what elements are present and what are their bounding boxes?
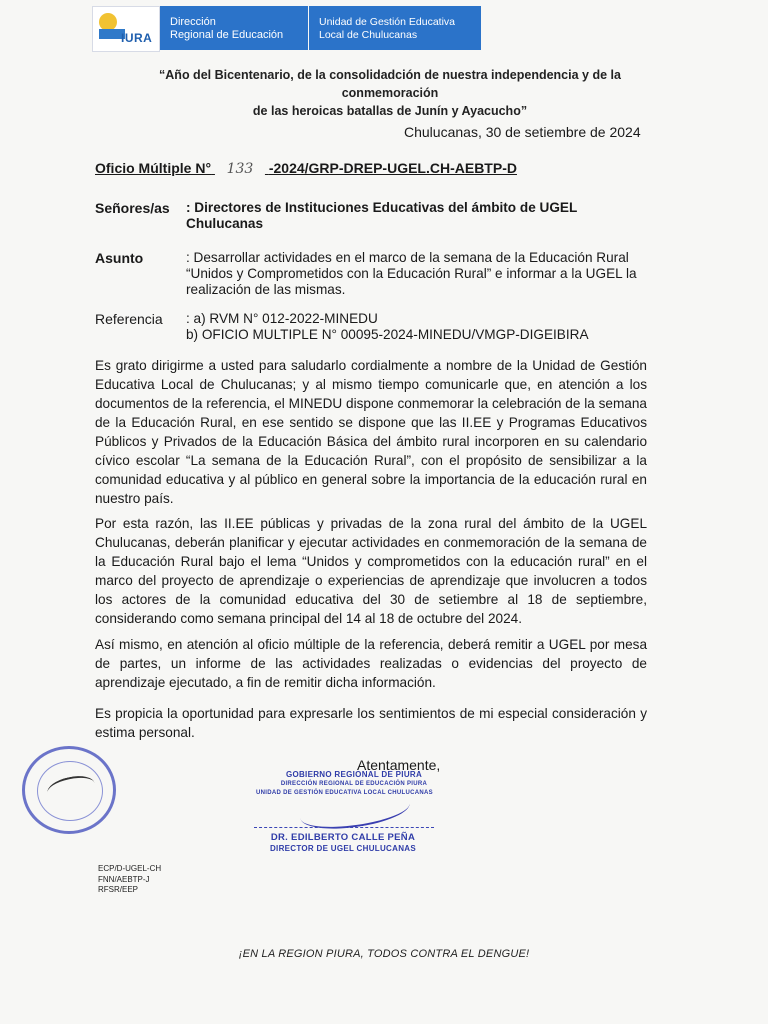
referencia-value [186,311,656,343]
year-motto [120,66,660,120]
oficio-prefix: Oficio Múltiple N° [95,160,212,176]
logo-text: IURA [121,31,153,45]
oficio-number: 133 [226,161,254,177]
stamp-line1: GOBIERNO REGIONAL DE PIURA [285,770,423,779]
stamp-line2: DIRECCIÓN REGIONAL DE EDUCACIÓN PIURA [280,781,428,787]
referencia-label: Referencia [95,311,163,327]
motto-line1: “Año del Bicentenario, de la consolidadción de nuestra independencia y de la conmemoración [159,68,621,100]
signature-line [254,827,434,828]
ref-initials-2: FNN/AEBTP-J [98,874,150,884]
header-direccion [160,6,308,50]
footer-slogan: ¡EN LA REGION PIURA, TODOS CONTRA EL DENGUE! [238,948,530,960]
stamp-line3: UNIDAD DE GESTIÓN EDUCATIVA LOCAL CHULUCANAS [256,790,433,796]
body-paragraph-1: Es grato dirigirme a usted para saludarlo cordialmente a nombre de la Unidad de Gestión Educativa Local de Chulucanas; y al mismo tiempo comunicarle que, en atención a los documentos de la referencia, el MINEDU dispone conmemorar la celebración de la semana de la Educación Rural, en ese sentido se dispone que las II.EE y Programas Educativos Públicos y Privados de la Educación Básica del ámbito rural incorporen en su calendario cívico escolar “La semana de la Educación Rural”, con el propósito de sensibilizar a la comunidad educativa y al público en general sobre la importancia de la educación rural en nuestro país. [95,358,647,506]
ref-initials-3: RFSR/EEP [98,885,139,894]
body-paragraph-3: Así mismo, en atención al oficio múltiple de la referencia, deberá remitir a UGEL por mesa de partes, un informe de las actividades realizadas o evidencias del proyecto de aprendizaje ejecutado, a fin de remitir dicha información. [95,637,647,690]
motto-line2: de las heroicas batallas de Junín y Ayacucho” [252,104,528,118]
ref-initials-1: ECP/D-UGEL-CH [98,864,162,873]
body-paragraph-4: Es propicia la oportunidad para expresarle los sentimientos de mi especial consideración y estima personal. [95,706,647,740]
asunto-value: : Desarrollar actividades en el marco de la semana de la Educación Rural “Unidos y Comprometidos con la Educación Rural” e informar a la UGEL la realización de las mismas. [186,250,637,297]
asunto-label: Asunto [95,250,144,266]
oficio-suffix: -2024/GRP-DREP-UGEL.CH-AEBTP-D [268,160,517,176]
stamp-name: DR. EDILBERTO CALLE PEÑA [270,832,416,843]
body-paragraph-2: Por esta razón, las II.EE públicas y privadas de la zona rural del ámbito de la UGEL Chulucanas, deberán planificar y ejecutar actividades en conmemoración de la semana de la Educación Rural bajo el lema “Unidos y comprometidos con la educación rural” en el marco del proyecto de aprendizaje o experiencias de aprendizaje que involucren a todos los actores de la comunidad educativa del 30 de setiembre al 18 de septiembre, considerando como semana principal del 14 al 18 de octubre del 2024. [95,516,647,626]
regional-logo [92,6,160,52]
oficio-heading [95,160,517,177]
senores-label: Señores/as [95,200,170,216]
senores-value: : Directores de Instituciones Educativas del ámbito de UGEL Chulucanas [186,200,578,231]
referencia-line1: : a) RVM N° 012-2022-MINEDU [186,311,378,326]
closing: Atentamente, [357,757,441,773]
header-direccion-line1: Dirección [170,16,216,28]
letter-date: Chulucanas, 30 de setiembre de 2024 [404,124,641,140]
stamp-title: DIRECTOR DE UGEL CHULUCANAS [269,844,417,853]
referencia-line2: b) OFICIO MULTIPLE N° 00095-2024-MINEDU/VMGP-DIGEIBIRA [186,327,589,342]
header-ugel-line1: Unidad de Gestión Educativa [319,16,456,28]
header-ugel-line2: Local de Chulucanas [319,29,418,41]
round-seal [22,746,116,834]
header-direccion-line2: Regional de Educación [170,29,284,41]
reference-initials [98,864,161,896]
header-ugel [309,6,481,50]
